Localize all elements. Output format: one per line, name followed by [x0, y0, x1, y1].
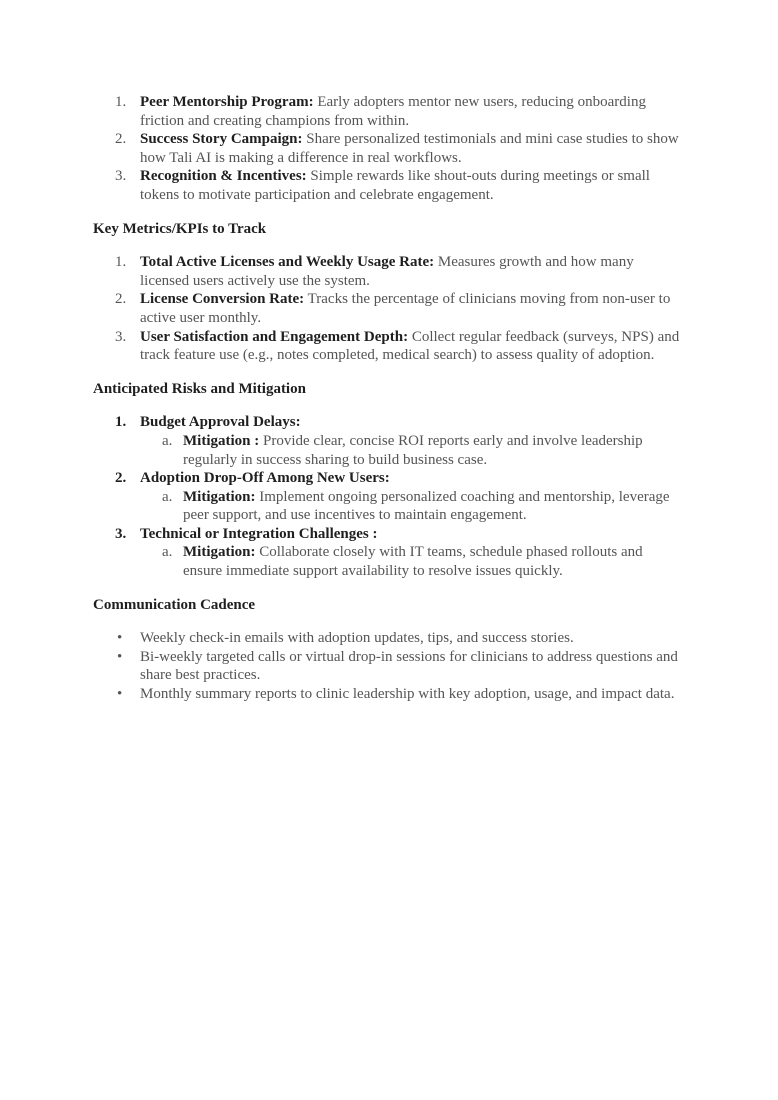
risks-heading: Anticipated Risks and Mitigation: [93, 380, 306, 397]
list-item-text: [140, 290, 685, 327]
bullet-item-text: Weekly check-in emails with adoption updates, tips, and success stories.: [140, 630, 574, 647]
list-item-text: [140, 253, 685, 290]
sub-list-item-text: [183, 488, 685, 525]
bullet-item-text: Monthly summary reports to clinic leadership with key adoption, usage, and impact data.: [140, 686, 675, 703]
risk-title: Technical or Integration Challenges :: [140, 525, 378, 542]
list-item-label: User Satisfaction and Engagement Depth:: [140, 328, 409, 345]
list-item-text: [140, 130, 685, 167]
list-item-body: Tracks the percentage of clinicians moving from non-user to active user monthly.: [140, 291, 671, 326]
list-number: 3.: [115, 168, 127, 185]
list-number: 1.: [115, 414, 127, 431]
bullet-list-item: [93, 629, 685, 648]
bullet-list-item: [93, 648, 685, 685]
list-item: [93, 290, 685, 327]
list-item-body: Simple rewards like shout-outs during meetings or small tokens to motivate participation and celebrate engagement.: [140, 168, 650, 203]
list-item-text: [140, 525, 685, 544]
list-item-body: Early adopters mentor new users, reducing onboarding friction and creating champions from within.: [140, 94, 646, 129]
sub-list-item: [93, 432, 685, 469]
list-number: 2.: [115, 291, 127, 308]
risk-title: Adoption Drop-Off Among New Users:: [140, 470, 390, 487]
mitigation-body: Collaborate closely with IT teams, schedule phased rollouts and ensure immediate support availability to resolve issues quickly.: [183, 544, 643, 580]
mitigation-body: Implement ongoing personalized coaching and mentorship, leverage peer support, and use incentives to maintain engagement.: [183, 488, 670, 524]
list-item: [93, 525, 685, 544]
list-item-text: [140, 469, 685, 488]
list-item-text: [140, 93, 685, 130]
sub-list-letter: a.: [162, 488, 173, 505]
list-item-label: Success Story Campaign:: [140, 131, 303, 148]
list-item: [93, 167, 685, 204]
mitigation-label: Mitigation:: [183, 544, 256, 561]
sub-list-item-text: [183, 432, 685, 469]
list-item: [93, 130, 685, 167]
list-number: 1.: [115, 254, 127, 271]
list-item-text: [140, 413, 685, 432]
bullet-icon: •: [117, 630, 123, 647]
list-item-text: [140, 328, 685, 365]
sub-list-letter: a.: [162, 544, 173, 561]
communication-list: [93, 629, 685, 703]
list-item-label: License Conversion Rate:: [140, 291, 305, 308]
bullet-item-text: Bi-weekly targeted calls or virtual drop-in sessions for clinicians to address questions and share best practices.: [140, 648, 678, 684]
list-number: 2.: [115, 131, 127, 148]
communication-heading: Communication Cadence: [93, 596, 256, 613]
list-number: 3.: [115, 525, 127, 542]
list-number: 3.: [115, 328, 127, 345]
bullet-list-item: [93, 685, 685, 704]
sub-list-item: [93, 488, 685, 525]
list-item-label: Peer Mentorship Program:: [140, 94, 314, 110]
adoption-strategies-list: [93, 93, 685, 205]
list-item-label: Recognition & Incentives:: [140, 168, 307, 185]
list-item-label: Total Active Licenses and Weekly Usage Rate:: [140, 254, 435, 271]
mitigation-label: Mitigation:: [183, 488, 256, 505]
sub-list-letter: a.: [162, 432, 173, 449]
list-number: 1.: [115, 94, 127, 110]
list-item: [93, 253, 685, 290]
list-item: [93, 469, 685, 488]
sub-list-item-text: [183, 543, 685, 580]
list-item-text: [140, 167, 685, 204]
list-item: [93, 93, 685, 130]
list-item: [93, 413, 685, 432]
risks-list: [93, 413, 685, 580]
mitigation-body: Provide clear, concise ROI reports early and involve leadership regularly in success sharing to build business case.: [183, 432, 643, 468]
metrics-heading: Key Metrics/KPIs to Track: [93, 220, 267, 237]
bullet-icon: •: [117, 686, 123, 703]
sub-list-item: [93, 543, 685, 580]
list-number: 2.: [115, 470, 127, 487]
list-item: [93, 328, 685, 365]
risk-title: Budget Approval Delays:: [140, 414, 301, 431]
list-item-body: Measures growth and how many licensed users actively use the system.: [140, 254, 634, 289]
list-item-body: Share personalized testimonials and mini case studies to show how Tali AI is making a difference in real workflows.: [140, 131, 679, 166]
bullet-icon: •: [117, 648, 123, 665]
list-item-body: Collect regular feedback (surveys, NPS) and track feature use (e.g., notes completed, medical search) to assess quality of adoption.: [140, 328, 680, 364]
mitigation-label: Mitigation :: [183, 432, 260, 449]
metrics-list: [93, 253, 685, 365]
